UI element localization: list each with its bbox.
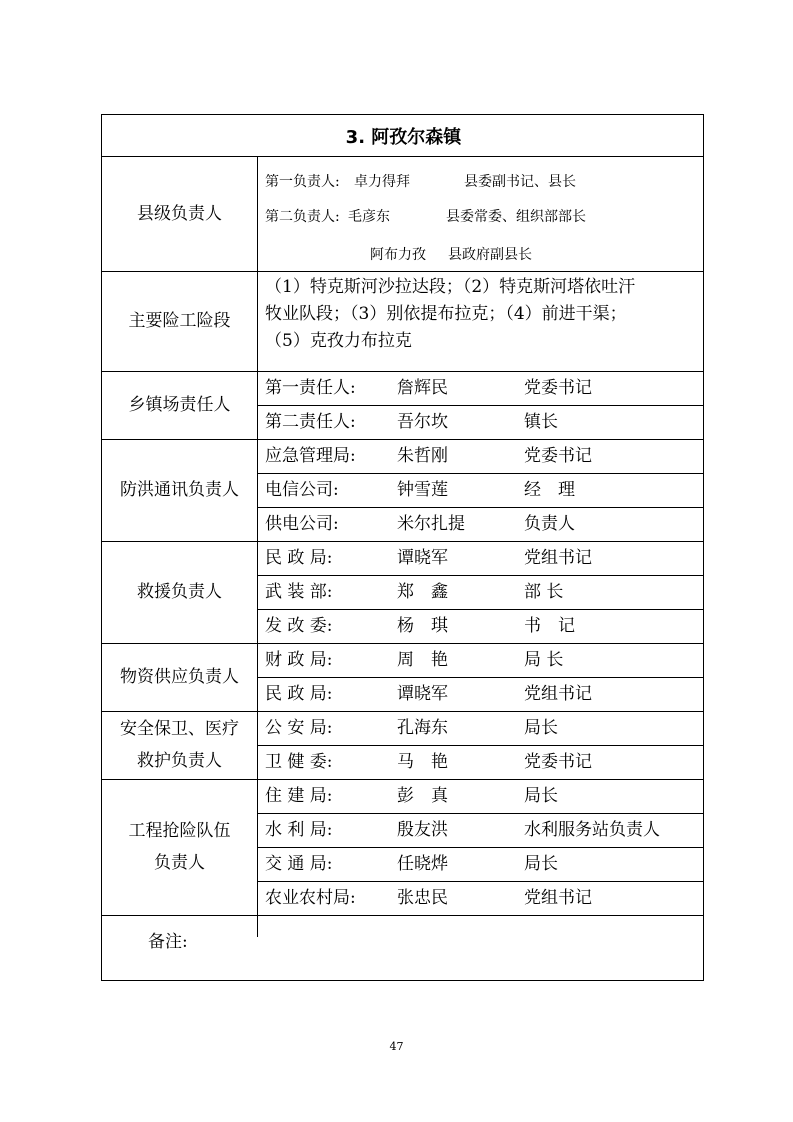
category-label: 物资供应负责人 <box>120 667 239 687</box>
person-name: 郑 鑫 <box>397 582 448 602</box>
category-cell <box>102 439 257 541</box>
role-title: 书 记 <box>524 616 575 636</box>
org-label: 发 改 委: <box>265 616 333 636</box>
person-name: 米尔扎提 <box>397 514 465 534</box>
person-name: 马 艳 <box>397 752 448 772</box>
page-number: 47 <box>389 1040 404 1053</box>
category-cell <box>102 541 257 643</box>
category-label: 安全保卫、医疗 <box>120 719 239 739</box>
role-title: 局长 <box>524 718 558 738</box>
role-title: 局长 <box>524 854 558 874</box>
org-label: 卫 健 委: <box>265 752 333 772</box>
risk-line: （1）特克斯河沙拉达段；（2）特克斯河塔依吐汗 <box>265 277 636 297</box>
org-label: 交 通 局: <box>265 854 333 874</box>
row-divider <box>257 677 703 678</box>
org-label: 财 政 局: <box>265 650 333 670</box>
second-leader-name-2: 阿布力孜 <box>370 247 426 263</box>
second-leader-title-2: 县政府副县长 <box>448 247 532 263</box>
first-leader-name: 卓力得拜 <box>354 174 410 190</box>
person-name: 詹辉民 <box>397 378 448 398</box>
row-divider <box>257 575 703 576</box>
role-title: 部 长 <box>524 582 564 602</box>
category-cell <box>102 711 257 779</box>
category-label: 救护负责人 <box>137 751 222 771</box>
role-title: 局 长 <box>524 650 564 670</box>
second-leader-title-1: 县委常委、组织部部长 <box>446 209 586 225</box>
category-label: 救援负责人 <box>137 582 222 602</box>
contact-table <box>101 114 704 981</box>
second-leader-name-1: 毛彦东 <box>348 209 390 225</box>
role-title: 党组书记 <box>524 888 592 908</box>
role-title: 党组书记 <box>524 684 592 704</box>
first-leader-title: 县委副书记、县长 <box>464 174 576 190</box>
person-name: 谭晓军 <box>397 548 448 568</box>
org-label: 供电公司: <box>265 514 339 534</box>
category-label: 乡镇场责任人 <box>128 395 231 415</box>
first-leader-label: 第一负责人: <box>265 174 340 190</box>
risk-sections <box>265 274 699 355</box>
org-label: 应急管理局: <box>265 446 356 466</box>
notes-label: 备注: <box>148 932 188 952</box>
category-cell <box>102 643 257 711</box>
role-title: 负责人 <box>524 514 575 534</box>
risk-line: （5）克孜力布拉克 <box>265 331 412 351</box>
org-label: 公 安 局: <box>265 718 333 738</box>
category-label: 负责人 <box>154 853 205 873</box>
person-name: 朱哲刚 <box>397 446 448 466</box>
org-label: 水 利 局: <box>265 820 333 840</box>
row-divider <box>257 745 703 746</box>
org-label: 民 政 局: <box>265 548 333 568</box>
role-title: 党委书记 <box>524 446 592 466</box>
divider <box>102 915 703 916</box>
person-name: 杨 琪 <box>397 616 448 636</box>
org-label: 第一责任人: <box>265 378 356 398</box>
second-leader-label: 第二负责人: <box>265 209 340 225</box>
row-divider <box>257 405 703 406</box>
person-name: 周 艳 <box>397 650 448 670</box>
category-cell <box>102 371 257 439</box>
org-label: 电信公司: <box>265 480 339 500</box>
role-title: 水利服务站负责人 <box>524 820 660 840</box>
table-title: 3. 阿孜尔森镇 <box>345 126 462 148</box>
org-label: 武 装 部: <box>265 582 333 602</box>
role-title: 镇长 <box>524 412 558 432</box>
org-label: 住 建 局: <box>265 786 333 806</box>
person-name: 孔海东 <box>397 718 448 738</box>
category-cell <box>102 779 257 915</box>
row-divider <box>257 473 703 474</box>
risk-line: 牧业队段；（3）别依提布拉克；（4）前进干渠； <box>265 304 627 324</box>
row-divider <box>257 507 703 508</box>
person-name: 钟雪莲 <box>397 480 448 500</box>
person-name: 谭晓军 <box>397 684 448 704</box>
row-divider <box>257 609 703 610</box>
person-name: 任晓烨 <box>397 854 448 874</box>
column-divider <box>257 156 258 937</box>
person-name: 张忠民 <box>397 888 448 908</box>
org-label: 第二责任人: <box>265 412 356 432</box>
role-title: 党委书记 <box>524 752 592 772</box>
row-divider <box>257 847 703 848</box>
org-label: 民 政 局: <box>265 684 333 704</box>
role-title: 党委书记 <box>524 378 592 398</box>
category-label: 县级负责人 <box>137 203 222 224</box>
role-title: 局长 <box>524 786 558 806</box>
org-label: 农业农村局: <box>265 888 356 908</box>
category-label: 工程抢险队伍 <box>128 821 231 841</box>
person-name: 吾尔坎 <box>397 412 448 432</box>
person-name: 彭 真 <box>397 786 448 806</box>
row-divider <box>257 881 703 882</box>
category-label: 主要险工险段 <box>128 311 231 331</box>
row-divider <box>257 813 703 814</box>
category-county <box>102 156 257 271</box>
category-label: 防洪通讯负责人 <box>120 480 239 500</box>
role-title: 党组书记 <box>524 548 592 568</box>
role-title: 经 理 <box>524 480 575 500</box>
person-name: 殷友洪 <box>397 820 448 840</box>
category-risk <box>102 271 257 371</box>
